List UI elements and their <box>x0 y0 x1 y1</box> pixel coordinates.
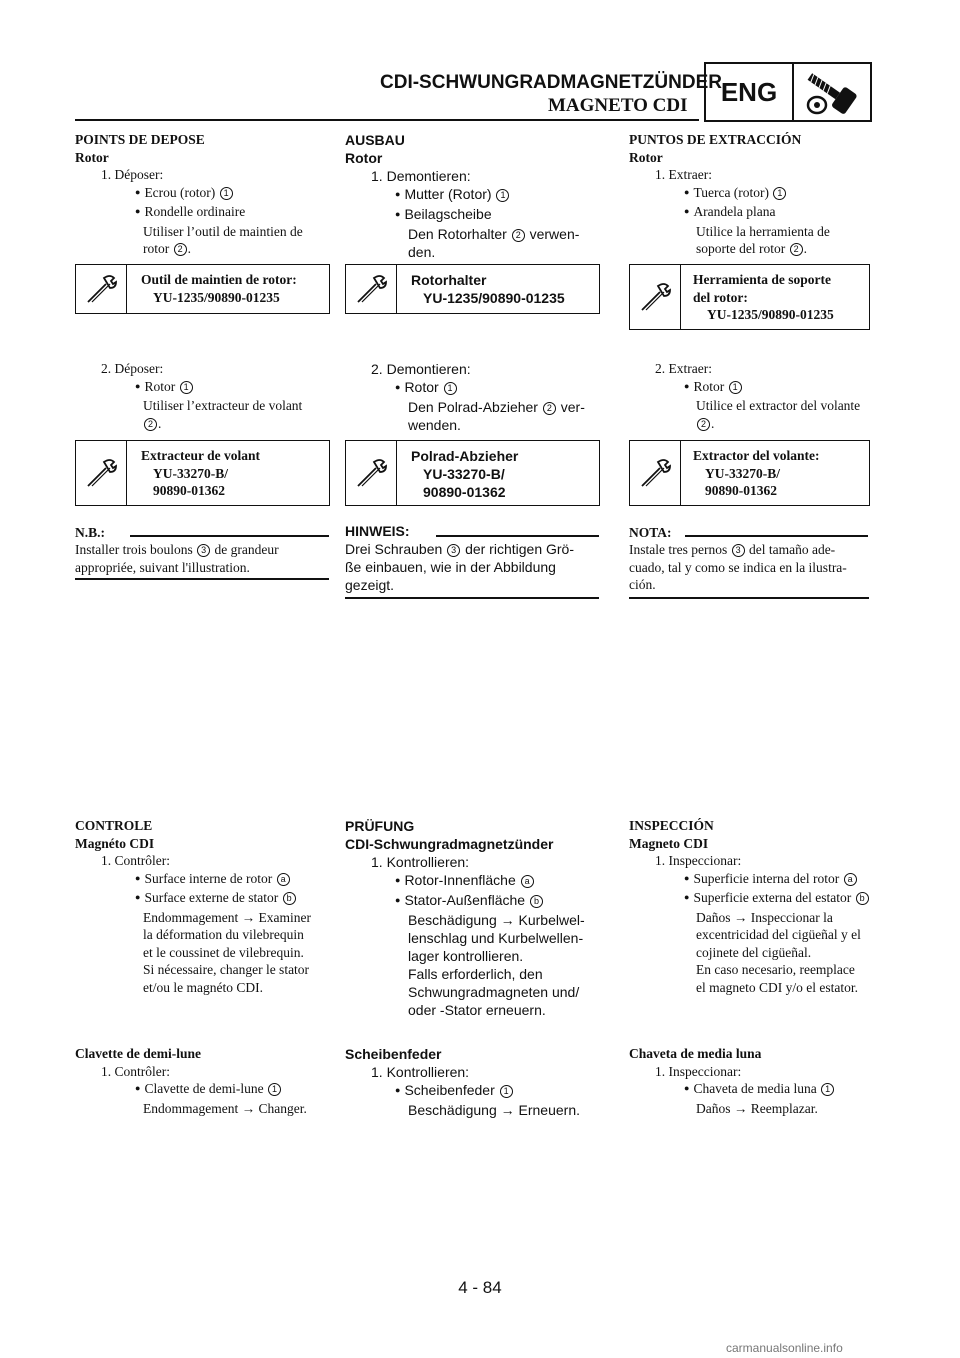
note-text: Den Polrad-Abzieher <box>408 399 538 415</box>
fr-key-bullet1 <box>75 1080 329 1100</box>
step-text: Déposer: <box>114 361 164 376</box>
fr-removal-title: POINTS DE DEPOSE <box>75 132 205 147</box>
note-text: Installer trois boulons <box>75 542 193 557</box>
column-es-step2 <box>629 360 869 432</box>
de-check-line5: Schwungradmagneten und/ <box>408 984 580 1000</box>
fr-step2-note2: 2 . <box>75 415 329 433</box>
column-de <box>345 131 601 261</box>
de-note-line2: ße einbauen, wie in der Abbildung <box>345 559 556 575</box>
fr-note-line1 <box>75 541 329 559</box>
callout-number: 2 <box>144 418 157 431</box>
de-check-title: PRÜFUNG <box>345 818 415 834</box>
de-step2-note1 <box>345 398 601 416</box>
es-note-heading: NOTA: <box>629 525 672 540</box>
step-number: 1. <box>101 853 112 868</box>
callout-number: 3 <box>732 544 745 557</box>
note-text: der richtigen Grö- <box>465 541 574 557</box>
special-tool-icon <box>346 441 397 505</box>
callout-number: 2 <box>512 229 525 242</box>
fr-check-line4: Si nécessaire, changer le stator <box>143 962 310 977</box>
fr-step1-note2: rotor 2 . <box>143 241 191 256</box>
engine-bolt-icon <box>794 64 870 120</box>
column-de-check <box>345 817 601 1019</box>
bullet-text: Chaveta de media luna <box>693 1081 817 1096</box>
de-note-line3: gezeigt. <box>345 577 395 593</box>
de-key-step1 <box>345 1063 601 1081</box>
es-step2 <box>629 360 869 378</box>
de-tool2-number2: 90890-01362 <box>423 484 506 500</box>
es-check-line4: En caso necesario, reemplace <box>696 962 855 977</box>
de-step1-note1 <box>345 225 601 243</box>
step-text: Demontieren: <box>386 168 471 184</box>
de-tool1-box <box>345 264 600 314</box>
es-step1-bullet2 <box>629 203 869 223</box>
step-number: 1. <box>655 853 666 868</box>
column-fr-key <box>75 1045 329 1117</box>
de-step1 <box>345 167 601 185</box>
fr-check-line1: Endommagement → Examiner <box>143 909 311 925</box>
bullet-text: Surface interne de rotor <box>144 870 273 886</box>
fr-check-line5: et/ou le magnéto CDI. <box>143 979 263 995</box>
callout-number: 1 <box>220 187 233 200</box>
fr-note-bottom-rule <box>75 578 329 580</box>
es-check-line3: cojinete del cigüeñal. <box>696 944 812 960</box>
note-text: rotor <box>143 241 170 256</box>
step-number: 2. <box>101 361 112 376</box>
step-number: 1. <box>655 167 666 182</box>
column-es <box>629 131 869 258</box>
fr-check-step1 <box>75 852 329 870</box>
de-check-line3: lager kontrollieren. <box>408 948 524 964</box>
de-check-sub: CDI-Schwungradmagnetzünder <box>345 836 554 852</box>
de-removal-title: AUSBAU <box>345 132 405 148</box>
es-step1-note2: soporte del rotor 2 . <box>696 241 807 256</box>
es-note-rule <box>685 535 868 537</box>
es-rotor-title: Rotor <box>629 149 663 165</box>
fr-key-title: Clavette de demi-lune <box>75 1046 201 1061</box>
de-step1-bullet1 <box>345 185 601 205</box>
fr-rotor-title: Rotor <box>75 149 109 165</box>
de-note-heading: HINWEIS: <box>345 523 410 539</box>
callout-number: 2 <box>790 243 803 256</box>
section-badge-label: ENG <box>706 64 794 120</box>
es-key-bullet1 <box>629 1080 869 1100</box>
special-tool-icon <box>630 441 681 505</box>
de-key-bullet1 <box>345 1081 601 1101</box>
callout-number: 1 <box>180 381 193 394</box>
es-key-title: Chaveta de media luna <box>629 1046 762 1061</box>
step-number: 2. <box>655 361 666 376</box>
de-key-title: Scheibenfeder <box>345 1046 442 1062</box>
note-text: Instale tres pernos <box>629 542 728 557</box>
step-number: 1. <box>371 168 383 184</box>
es-key-step1 <box>629 1063 869 1081</box>
es-tool1-name: Herramienta de soporte <box>693 272 831 287</box>
note-text: verwen- <box>529 226 580 242</box>
fr-check-title: CONTROLE <box>75 818 153 833</box>
fr-step1 <box>75 166 329 184</box>
es-tool1-name2: del rotor: <box>693 289 748 305</box>
de-note-line1 <box>345 540 601 558</box>
callout-letter: b <box>530 895 543 908</box>
callout-number: 1 <box>268 1083 281 1096</box>
es-step2-bullet1 <box>629 378 869 398</box>
es-key-line1: Daños → Reemplazar. <box>696 1100 818 1116</box>
es-check-title: INSPECCIÓN <box>629 818 714 833</box>
es-tool1-number: YU-1235/90890-01235 <box>707 307 834 322</box>
bullet-text: Superficie externa del estator <box>693 890 852 905</box>
step-number: 1. <box>371 854 383 870</box>
callout-letter: a <box>277 873 290 886</box>
step-text: Extraer: <box>668 167 712 182</box>
fr-tool2-number2: 90890-01362 <box>153 483 225 498</box>
step-text: Inspeccionar: <box>668 853 742 868</box>
fr-tool2-name: Extracteur de volant <box>141 448 260 463</box>
step-text: Kontrollieren: <box>386 1064 470 1080</box>
bullet-text: Beilagscheibe <box>404 206 492 222</box>
callout-number: 2 <box>543 402 556 415</box>
bullet-text: Surface externe de stator <box>144 890 279 905</box>
es-step1 <box>629 166 869 184</box>
de-step1-bullet2 <box>345 205 601 225</box>
fr-step1-note1: Utiliser l’outil de maintien de <box>143 223 303 239</box>
de-check-line1: Beschädigung → Kurbelwel- <box>408 912 585 928</box>
es-removal-title: PUNTOS DE EXTRACCIÓN <box>629 132 802 147</box>
fr-note-line2: appropriée, suivant l'illustration. <box>75 559 250 575</box>
special-tool-icon <box>76 265 127 313</box>
step-text: Extraer: <box>668 361 712 376</box>
callout-letter: b <box>283 892 296 905</box>
special-tool-icon <box>630 265 681 329</box>
callout-number: 3 <box>197 544 210 557</box>
bullet-text: Superficie interna del rotor <box>693 870 840 886</box>
fr-check-sub: Magnéto CDI <box>75 835 155 851</box>
de-tool2-name: Polrad-Abzieher <box>411 448 519 464</box>
es-check-bullet1 <box>629 870 869 890</box>
fr-check-line2: la déformation du vilebrequin <box>143 927 304 942</box>
fr-step2-bullet1 <box>75 378 329 398</box>
de-step2-bullet1 <box>345 378 601 398</box>
es-tool2-number2: 90890-01362 <box>705 483 777 498</box>
step-number: 1. <box>371 1064 383 1080</box>
fr-tool1-name: Outil de maintien de rotor: <box>141 272 297 287</box>
step-number: 1. <box>655 1063 666 1079</box>
note-text: Drei Schrauben <box>345 541 443 557</box>
callout-number: 1 <box>821 1083 834 1096</box>
de-note-body <box>345 540 601 594</box>
note-text: soporte del rotor <box>696 241 786 256</box>
column-fr-step2 <box>75 360 329 432</box>
fr-check-bullet1 <box>75 870 329 890</box>
callout-number: 1 <box>773 187 786 200</box>
step-number: 1. <box>101 167 112 182</box>
es-tool2-box <box>629 440 870 506</box>
special-tool-icon <box>76 441 127 505</box>
es-note-line2: cuado, tal y como se indica en la ilustra- <box>629 559 847 575</box>
callout-letter: a <box>844 873 857 886</box>
es-check-sub: Magneto CDI <box>629 835 709 851</box>
de-note-bottom-rule <box>345 597 599 599</box>
column-es-check <box>629 817 869 996</box>
step-text: Demontieren: <box>386 361 471 377</box>
es-step2-note2: 2 . <box>629 415 869 433</box>
header-title-de: CDI-SCHWUNGRADMAGNETZÜNDER <box>380 72 722 93</box>
header-title-en: MAGNETO CDI <box>548 95 688 116</box>
de-note-rule <box>436 535 599 537</box>
note-text: ver- <box>560 399 585 415</box>
fr-tool1-box <box>75 264 330 314</box>
callout-number: 1 <box>496 189 509 202</box>
header-rule <box>75 119 699 121</box>
note-text: de grandeur <box>214 542 279 557</box>
bullet-text: Rotor-Innenfläche <box>404 872 516 888</box>
es-tool2-name: Extractor del volante: <box>693 448 820 463</box>
fr-note-body <box>75 541 329 576</box>
column-de-key <box>345 1045 601 1119</box>
de-tool1-name: Rotorhalter <box>411 272 487 288</box>
es-note-line3: ción. <box>629 577 656 592</box>
column-fr-check <box>75 817 329 996</box>
de-check-step1 <box>345 853 601 871</box>
es-check-line2: excentricidad del cigüeñal y el <box>696 927 861 942</box>
de-step2 <box>345 360 601 378</box>
es-tool2-number1: YU-33270-B/ <box>705 465 780 481</box>
fr-check-bullet2 <box>75 889 329 909</box>
es-check-step1 <box>629 852 869 870</box>
callout-number: 1 <box>444 382 457 395</box>
bullet-text: Arandela plana <box>693 204 776 219</box>
page-number: 4 - 84 <box>458 1278 502 1297</box>
es-step1-note1: Utilice la herramienta de <box>696 223 830 239</box>
step-number: 1. <box>101 1063 112 1079</box>
es-note-bottom-rule <box>629 597 869 599</box>
bullet-text: Clavette de demi-lune <box>144 1081 264 1096</box>
fr-tool2-box <box>75 440 330 506</box>
fr-step1-bullet2 <box>75 203 329 223</box>
callout-letter: a <box>521 875 534 888</box>
es-step1-bullet1 <box>629 184 869 204</box>
step-text: Inspeccionar: <box>668 1063 742 1079</box>
column-fr <box>75 131 329 258</box>
step-text: Déposer: <box>114 167 164 182</box>
bullet-text: Stator-Außenfläche <box>404 892 526 908</box>
callout-number: 1 <box>729 381 742 394</box>
fr-step1-bullet1 <box>75 184 329 204</box>
de-check-bullet2 <box>345 891 601 911</box>
bullet-text: Ecrou (rotor) <box>144 184 216 200</box>
callout-number: 3 <box>447 544 460 557</box>
fr-step2-note1: Utiliser l’extracteur de volant <box>143 398 303 413</box>
step-text: Contrôler: <box>114 853 170 868</box>
step-text: Kontrollieren: <box>386 854 470 870</box>
callout-letter: b <box>856 892 869 905</box>
es-check-line1: Daños → Inspeccionar la <box>696 909 833 925</box>
fr-key-line1: Endommagement → Changer. <box>143 1100 307 1116</box>
de-check-line4: Falls erforderlich, den <box>408 966 543 982</box>
de-tool2-number1: YU-33270-B/ <box>423 466 505 482</box>
step-number: 2. <box>371 361 383 377</box>
es-note-body <box>629 541 869 594</box>
note-text: Den Rotorhalter <box>408 226 507 242</box>
callout-number: 1 <box>500 1085 513 1098</box>
fr-check-line3: et le coussinet de vilebrequin. <box>143 944 304 960</box>
bullet-text: Rondelle ordinaire <box>144 204 246 219</box>
note-text: del tamaño ade- <box>748 542 836 557</box>
de-check-bullet1 <box>345 871 601 891</box>
fr-note-rule <box>130 535 329 537</box>
es-step2-note1: Utilice el extractor del volante <box>696 398 861 413</box>
de-tool1-number: YU-1235/90890-01235 <box>423 290 565 306</box>
es-check-bullet2 <box>629 889 869 909</box>
column-es-key <box>629 1045 869 1117</box>
bullet-text: Rotor <box>404 379 439 395</box>
de-step1-note2: den. <box>408 244 436 260</box>
bullet-text: Rotor <box>693 378 725 394</box>
callout-number: 2 <box>174 243 187 256</box>
de-check-line6: oder -Stator erneuern. <box>408 1002 546 1018</box>
bullet-text: Tuerca (rotor) <box>693 184 770 200</box>
bullet-text: Mutter (Rotor) <box>404 186 492 202</box>
bullet-text: Scheibenfeder <box>404 1082 495 1098</box>
fr-key-step1 <box>75 1063 329 1081</box>
fr-tool1-number: YU-1235/90890-01235 <box>153 289 280 305</box>
column-de-step2 <box>345 360 601 434</box>
es-note-line1 <box>629 541 869 559</box>
de-tool2-box <box>345 440 600 506</box>
step-text: Contrôler: <box>114 1063 170 1079</box>
callout-number: 2 <box>697 418 710 431</box>
section-badge <box>704 62 872 122</box>
de-step2-note2: wenden. <box>408 417 461 433</box>
special-tool-icon <box>346 265 397 313</box>
fr-note-heading: N.B.: <box>75 525 105 540</box>
fr-step2 <box>75 360 329 378</box>
de-key-line1: Beschädigung → Erneuern. <box>408 1102 580 1118</box>
watermark: carmanualsonline.info <box>726 1341 843 1355</box>
es-tool1-box <box>629 264 870 330</box>
es-check-line5: el magneto CDI y/o el estator. <box>696 979 858 995</box>
de-check-line2: lenschlag und Kurbelwellen- <box>408 930 584 946</box>
bullet-text: Rotor <box>144 378 176 394</box>
fr-tool2-number1: YU-33270-B/ <box>153 465 228 481</box>
de-rotor-title: Rotor <box>345 150 383 166</box>
